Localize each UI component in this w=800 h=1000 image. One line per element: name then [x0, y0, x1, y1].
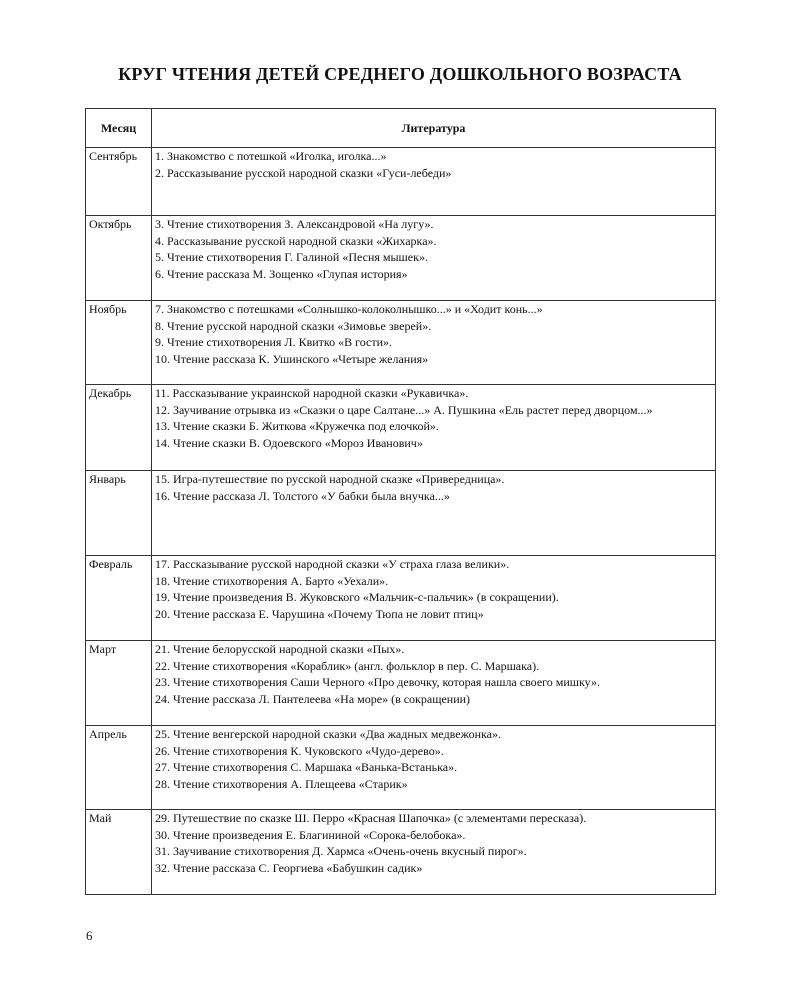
table-header-row	[86, 109, 716, 148]
literature-cell	[152, 641, 716, 726]
list-item: 5. Чтение стихотворения Г. Галиной «Песня мышек».	[155, 250, 428, 264]
table-row	[86, 726, 716, 810]
table-row	[86, 810, 716, 895]
list-item: 24. Чтение рассказа Л. Пантелеева «На море» (в сокращении)	[155, 691, 471, 706]
list-item: 29. Путешествие по сказке Ш. Перро «Красная Шапочка» (с элементами пересказа).	[155, 811, 587, 825]
literature-cell	[152, 216, 716, 301]
list-item: 22. Чтение стихотворения «Кораблик» (англ. фольклор в пер. С. Маршака).	[155, 658, 540, 673]
list-item: 1. Знакомство с потешкой «Иголка, иголка...»	[155, 149, 387, 163]
list-item: 21. Чтение белорусской народной сказки «Пых».	[155, 642, 405, 656]
literature-cell	[152, 556, 716, 641]
table-row	[86, 641, 716, 726]
literature-cell	[152, 726, 716, 810]
list-item: 3. Чтение стихотворения З. Александровой «На лугу».	[155, 217, 434, 231]
list-item: 6. Чтение рассказа М. Зощенко «Глупая история»	[155, 266, 408, 281]
list-item: 10. Чтение рассказа К. Ушинского «Четыре желания»	[155, 351, 429, 366]
reading-table	[85, 108, 716, 895]
list-item: 9. Чтение стихотворения Л. Квитко «В гости».	[155, 335, 393, 349]
table-row	[86, 216, 716, 301]
month-cell: Декабрь	[86, 385, 152, 471]
month-cell: Апрель	[86, 726, 152, 810]
table-row	[86, 301, 716, 385]
list-item: 30. Чтение произведения Е. Благининой «Сорока-белобока».	[155, 827, 466, 842]
header-literature: Литература	[152, 109, 716, 148]
list-item: 32. Чтение рассказа С. Георгиева «Бабушкин садик»	[155, 860, 423, 875]
list-item: 12. Заучивание отрывка из «Сказки о царе Салтане...» А. Пушкина «Ель растет перед дворцом...»	[155, 402, 653, 417]
list-item: 19. Чтение произведения В. Жуковского «Мальчик-с-пальчик» (в сокращении).	[155, 590, 559, 604]
list-item: 16. Чтение рассказа Л. Толстого «У бабки была внучка...»	[155, 488, 450, 503]
month-cell: Январь	[86, 471, 152, 556]
list-item: 27. Чтение стихотворения С. Маршака «Ванька-Встанька».	[155, 760, 458, 774]
list-item: 26. Чтение стихотворения К. Чуковского «Чудо-дерево».	[155, 743, 444, 758]
month-cell: Март	[86, 641, 152, 726]
table-row	[86, 556, 716, 641]
literature-cell	[152, 471, 716, 556]
page-title: КРУГ ЧТЕНИЯ ДЕТЕЙ СРЕДНЕГО ДОШКОЛЬНОГО ВОЗРАСТА	[118, 64, 682, 84]
list-item: 28. Чтение стихотворения А. Плещеева «Старик»	[155, 776, 408, 791]
table-row	[86, 148, 716, 216]
list-item: 15. Игра-путешествие по русской народной сказке «Привередница».	[155, 472, 505, 486]
list-item: 31. Заучивание стихотворения Д. Хармса «Очень-очень вкусный пирог».	[155, 844, 527, 858]
list-item: 13. Чтение сказки Б. Житкова «Кружечка под елочкой».	[155, 419, 439, 433]
list-item: 14. Чтение сказки В. Одоевского «Мороз Иванович»	[155, 435, 423, 450]
list-item: 17. Рассказывание русской народной сказки «У страха глаза велики».	[155, 557, 510, 571]
literature-cell	[152, 148, 716, 216]
list-item: 2. Рассказывание русской народной сказки «Гуси-лебеди»	[155, 165, 452, 180]
list-item: 11. Рассказывание украинской народной сказки «Рукавичка».	[155, 386, 469, 400]
table-row	[86, 471, 716, 556]
literature-cell	[152, 301, 716, 385]
list-item: 25. Чтение венгерской народной сказки «Два жадных медвежонка».	[155, 727, 501, 741]
list-item: 7. Знакомство с потешками «Солнышко-колоколнышко...» и «Ходит конь...»	[155, 302, 543, 316]
month-cell: Февраль	[86, 556, 152, 641]
month-cell: Октябрь	[86, 216, 152, 301]
month-cell: Май	[86, 810, 152, 895]
page-number: 6	[86, 928, 93, 943]
month-cell: Ноябрь	[86, 301, 152, 385]
list-item: 23. Чтение стихотворения Саши Черного «Про девочку, которая нашла своего мишку».	[155, 675, 600, 689]
list-item: 8. Чтение русской народной сказки «Зимовье зверей».	[155, 318, 432, 333]
literature-cell	[152, 810, 716, 895]
list-item: 18. Чтение стихотворения А. Барто «Уехали».	[155, 573, 389, 588]
header-month: Месяц	[86, 109, 152, 148]
table-row	[86, 385, 716, 471]
literature-cell	[152, 385, 716, 471]
list-item: 20. Чтение рассказа Е. Чарушина «Почему Тюпа не ловит птиц»	[155, 606, 484, 621]
month-cell: Сентябрь	[86, 148, 152, 216]
list-item: 4. Рассказывание русской народной сказки «Жихарка».	[155, 233, 437, 248]
